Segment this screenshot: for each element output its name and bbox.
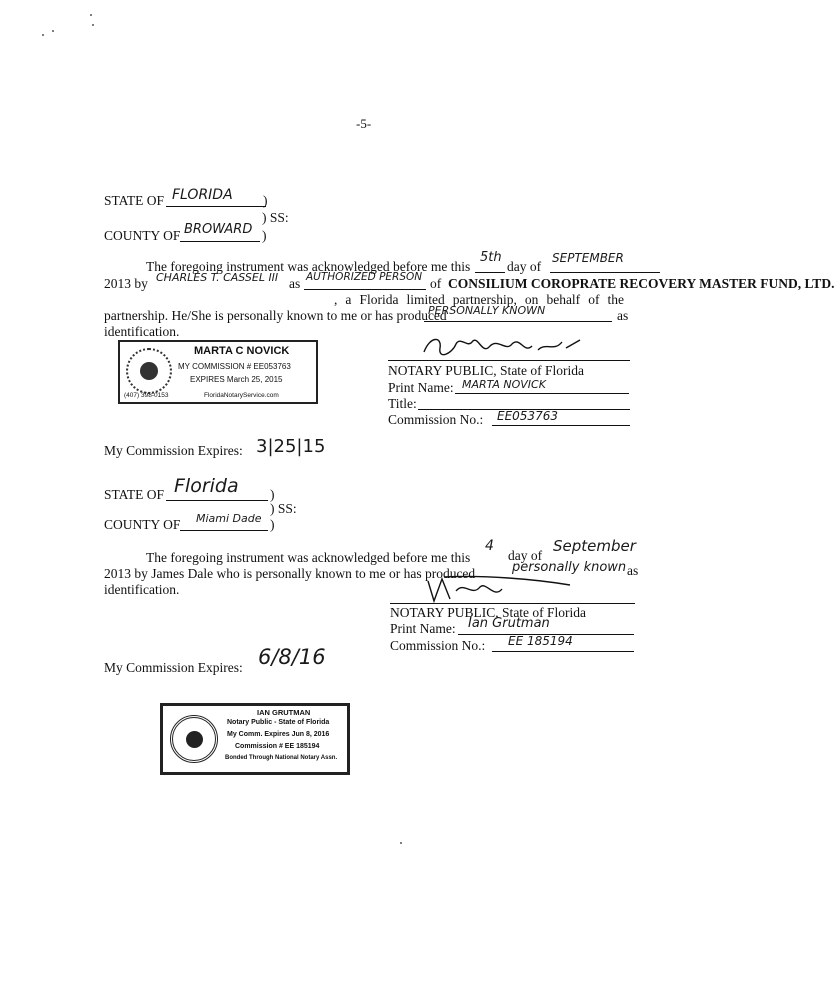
ss-label: ) SS: — [262, 210, 289, 225]
county-line — [180, 241, 260, 242]
expires-2-handwritten: 6/8/16 — [258, 645, 326, 669]
identification-text: identification. — [104, 324, 180, 339]
scan-speck — [52, 30, 54, 32]
state-line — [166, 206, 266, 207]
scan-speck — [42, 34, 44, 36]
month-handwritten: SEPTEMBER — [552, 251, 624, 265]
notary-signature-2 — [424, 575, 574, 605]
person-handwritten: CHARLES T. CASSEL III — [156, 271, 279, 284]
company-name: CONSILIUM COROPRATE RECOVERY MASTER FUND, LTD. — [448, 276, 834, 291]
print-name-2-handwritten: Ian Grutman — [468, 616, 550, 631]
county-handwritten: BROWARD — [184, 222, 253, 237]
produced-2-handwritten: personally known — [512, 560, 627, 575]
capacity-handwritten: AUTHORIZED PERSON — [306, 271, 423, 283]
signature-line-1 — [388, 360, 630, 361]
scan-speck — [400, 842, 402, 844]
month-2-handwritten: September — [553, 537, 636, 555]
state-handwritten: FLORIDA — [172, 187, 233, 203]
commission-2-handwritten: EE 185194 — [508, 634, 573, 648]
notary-signature-1 — [420, 334, 590, 362]
notary-title-1: NOTARY PUBLIC, State of Florida — [388, 363, 585, 378]
year-by-text: 2013 by — [104, 276, 148, 291]
produced-handwritten: PERSONALLY KNOWN — [428, 304, 546, 317]
commission-1-handwritten: EE053763 — [497, 409, 558, 423]
state-label: STATE OF — [104, 193, 165, 208]
county-label: COUNTY OF — [104, 228, 181, 243]
ack-text-2: , a Florida limited partnership, on behalf of the partnership. He/She is personally known to me or has produced — [104, 292, 624, 323]
ack-text-1: The foregoing instrument was acknowledged before me this — [146, 259, 471, 274]
day-handwritten: 5th — [480, 250, 502, 265]
print-name-1-handwritten: MARTA NOVICK — [462, 378, 546, 391]
notary-stamp-ian-grutman: IAN GRUTMAN Notary Public - State of Florida My Comm. Expires Jun 8, 2016 Commission # EE 185194 Bonded Through National Notary Assn. — [160, 703, 350, 775]
notary-seal-icon — [126, 348, 172, 394]
state-2-handwritten: Florida — [174, 475, 239, 497]
notary-stamp-marta-novick: MARTA C NOVICK MY COMMISSION # EE053763 EXPIRES March 25, 2015 (407) 398-0153 FloridaNotaryService.com — [118, 340, 318, 404]
day-2-handwritten: 4 — [485, 538, 494, 554]
day-of-text: day of — [507, 259, 542, 274]
notary-seal-icon — [170, 715, 218, 763]
expires-1-handwritten: 3|25|15 — [256, 436, 326, 457]
page-number: -5- — [356, 116, 372, 131]
scan-speck — [90, 14, 92, 16]
scan-speck — [92, 24, 94, 26]
county-2-handwritten: Miami Dade — [196, 512, 262, 525]
